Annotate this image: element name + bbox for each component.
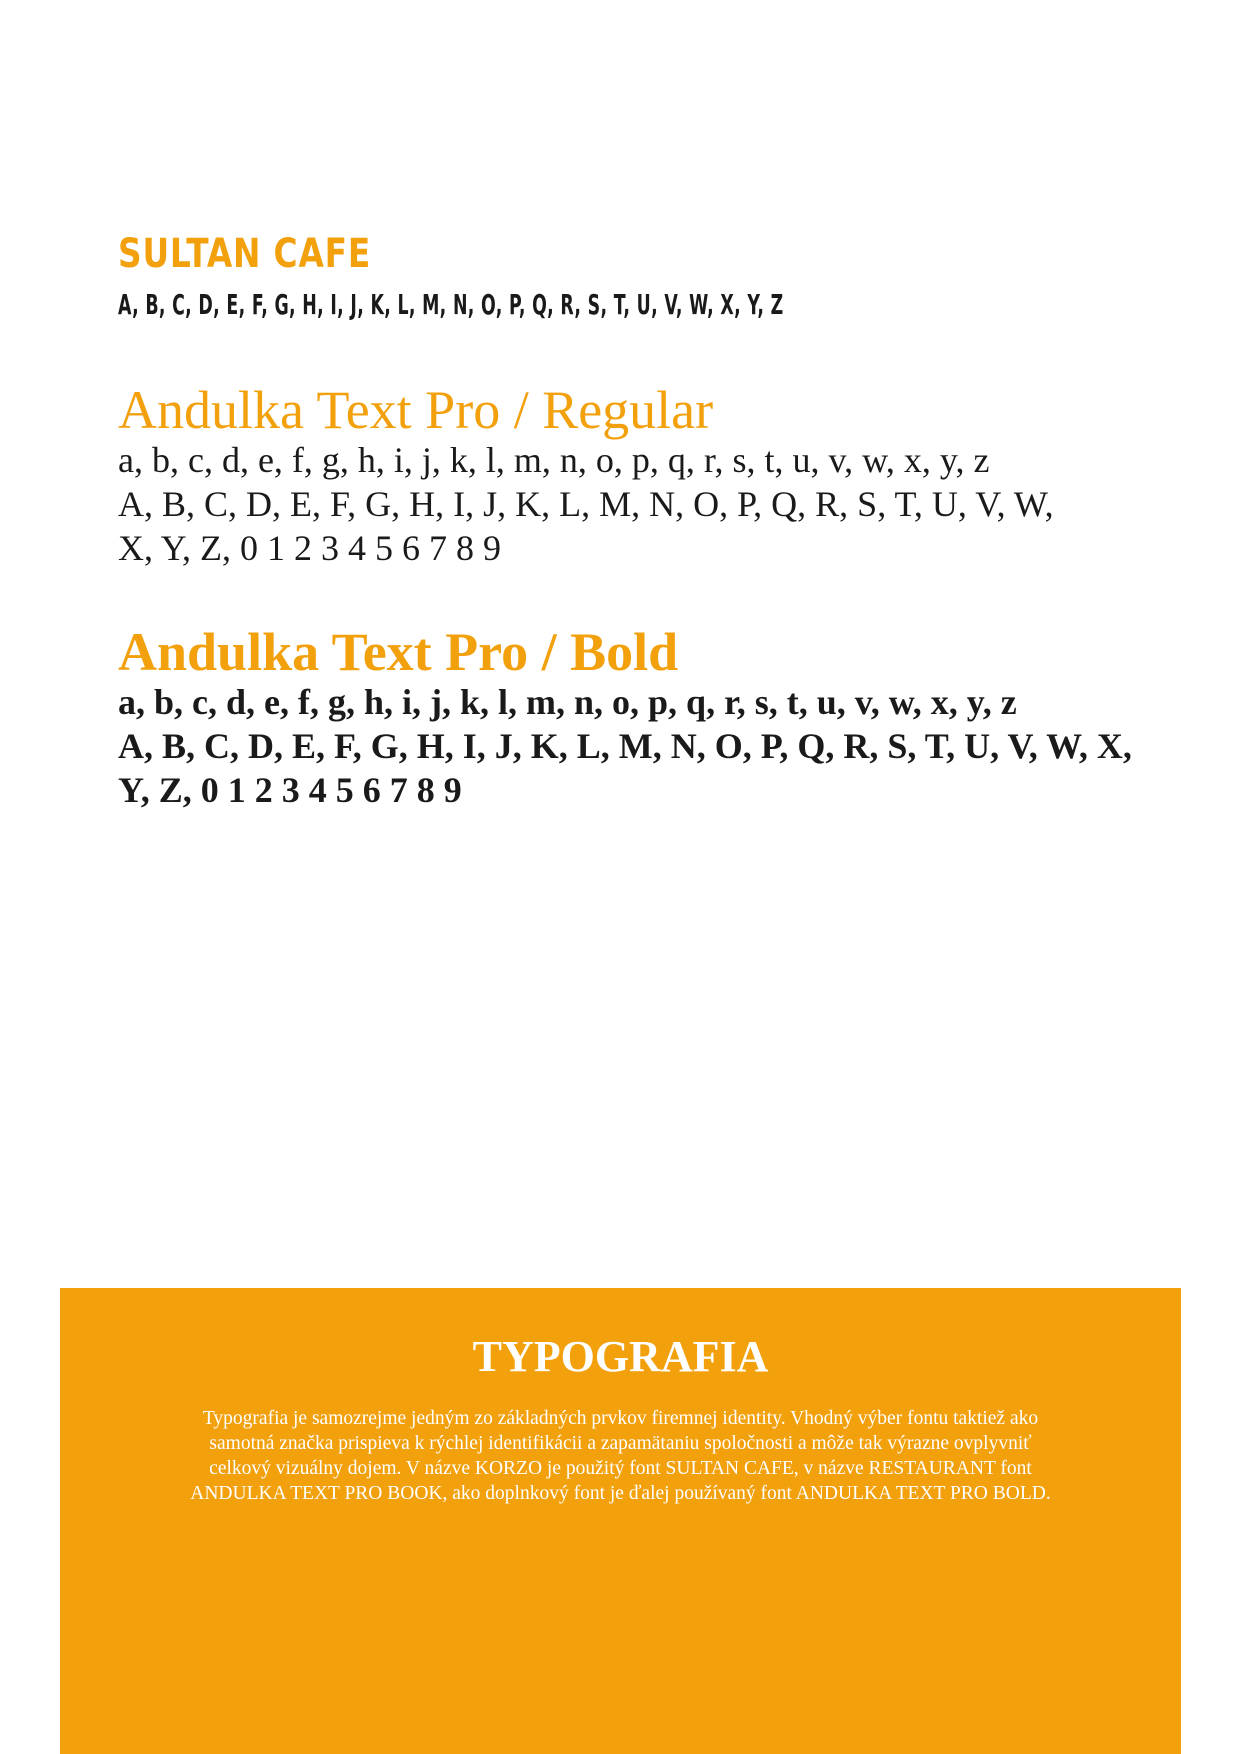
panel-line: celkový vizuálny dojem. V názve KORZO je použitý font SULTAN CAFE, v názve RESTAURANT font (209, 1458, 1032, 1479)
andulka-bold-sample (118, 680, 1132, 812)
panel-title: TYPOGRAFIA (472, 1332, 769, 1381)
regular-uppercase-line: A, B, C, D, E, F, G, H, I, J, K, L, M, N, O, P, Q, R, S, T, U, V, W, (118, 484, 1054, 524)
sultan-cafe-title: SULTAN CAFE (118, 231, 372, 277)
regular-lowercase-line: a, b, c, d, e, f, g, h, i, j, k, l, m, n, o, p, q, r, s, t, u, v, w, x, y, z (118, 440, 990, 480)
andulka-regular-sample (118, 438, 1128, 570)
typografia-panel (60, 1288, 1181, 1754)
sultan-cafe-characters: A, B, C, D, E, F, G, H, I, J, K, L, M, N, O, P, Q, R, S, T, U, V, W, X, Y, Z (118, 288, 784, 321)
panel-line: ANDULKA TEXT PRO BOOK, ako doplnkový font je ďalej používaný font ANDULKA TEXT PRO BOLD. (190, 1483, 1051, 1504)
andulka-bold-title: Andulka Text Pro / Bold (118, 622, 679, 682)
regular-digits-line: X, Y, Z, 0 1 2 3 4 5 6 7 8 9 (118, 528, 502, 568)
bold-uppercase-line: A, B, C, D, E, F, G, H, I, J, K, L, M, N, O, P, Q, R, S, T, U, V, W, X, (118, 726, 1132, 766)
panel-line: Typografia je samozrejme jedným zo základných prvkov firemnej identity. Vhodný výber fontu taktiež ako (202, 1408, 1039, 1429)
panel-line: samotná značka prispieva k rýchlej identifikácii a zapamätaniu spoločnosti a môže tak výrazne ovplyvniť (209, 1433, 1032, 1454)
andulka-regular-title: Andulka Text Pro / Regular (118, 380, 714, 440)
panel-description (120, 1406, 1121, 1506)
bold-lowercase-line: a, b, c, d, e, f, g, h, i, j, k, l, m, n, o, p, q, r, s, t, u, v, w, x, y, z (118, 682, 1017, 722)
bold-digits-line: Y, Z, 0 1 2 3 4 5 6 7 8 9 (118, 770, 462, 810)
